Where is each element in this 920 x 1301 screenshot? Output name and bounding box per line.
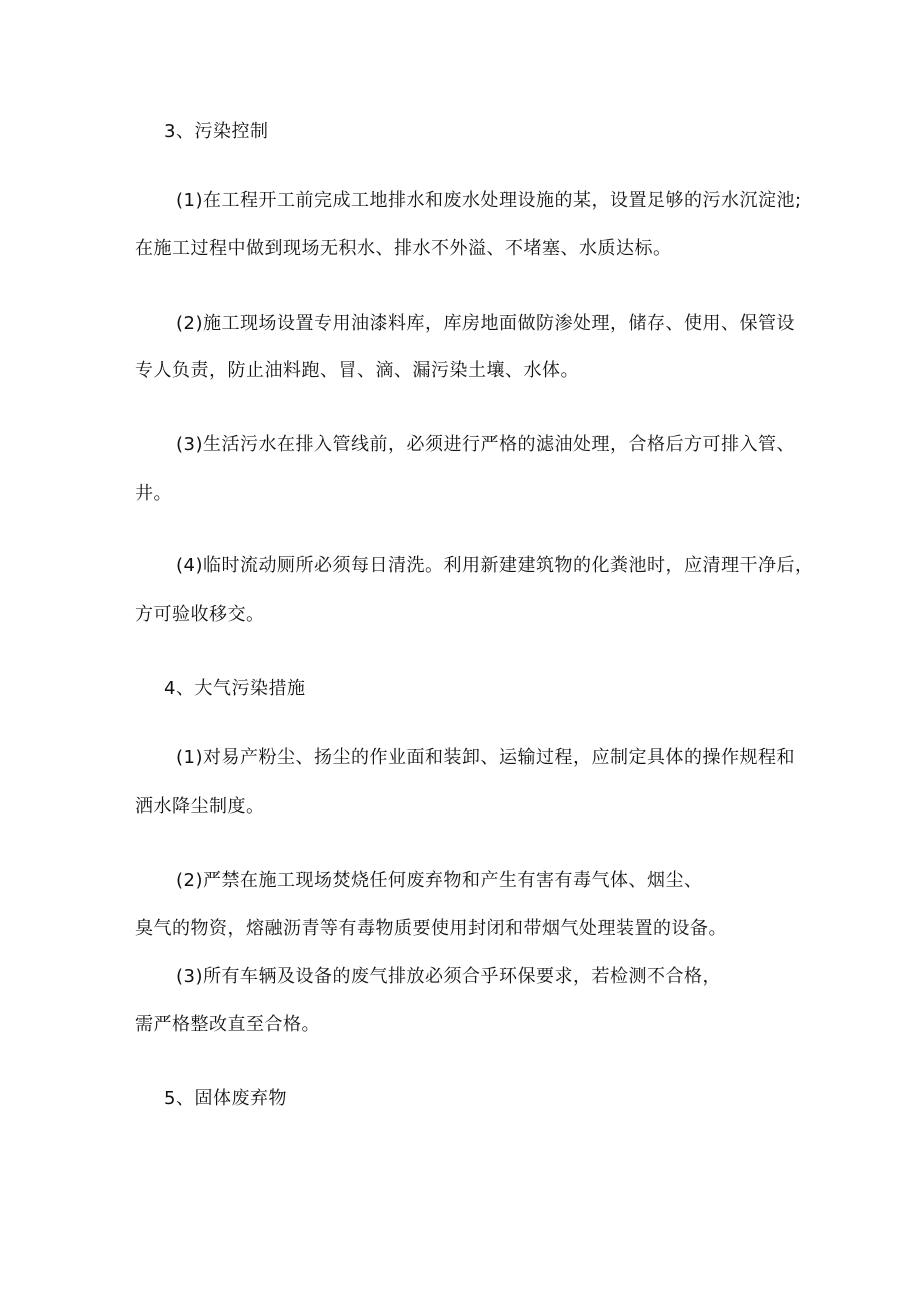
paragraph-line: (2)严禁在施工现场焚烧任何废弃物和产生有害有毒气体、烟尘、 xyxy=(176,870,703,891)
paragraph-line: (1)在工程开工前完成工地排水和废水处理设施的某，设置足够的污水沉淀池; xyxy=(176,190,802,211)
paragraph-line: (4)临时流动厕所必须每日清洗。利用新建建筑物的化粪池时，应清理干净后， xyxy=(176,555,814,576)
section-heading-pollution-control: 3、污染控制 xyxy=(164,121,269,142)
paragraph-line: (3)生活污水在排入管线前，必须进行严格的滤油处理，合格后方可排入管、 xyxy=(176,434,795,455)
paragraph-line: 需严格整改直至合格。 xyxy=(135,1014,320,1035)
paragraph-line: 专人负责，防止油料跑、冒、滴、漏污染土壤、水体。 xyxy=(135,360,579,381)
paragraph-line: 臭气的物资，熔融沥青等有毒物质要使用封闭和带烟气处理装置的设备。 xyxy=(135,918,727,939)
paragraph-line: 洒水降尘制度。 xyxy=(135,796,265,817)
section-heading-solid-waste: 5、固体废弃物 xyxy=(164,1088,287,1109)
paragraph-line: (3)所有车辆及设备的废气排放必须合乎环保要求，若检测不合格， xyxy=(176,966,721,987)
paragraph-line: (1)对易产粉尘、扬尘的作业面和装卸、运输过程，应制定具体的操作规程和 xyxy=(176,747,795,768)
paragraph-line: 井。 xyxy=(135,483,172,504)
paragraph-line: 方可验收移交。 xyxy=(135,604,265,625)
section-heading-air-pollution: 4、大气污染措施 xyxy=(164,678,306,699)
paragraph-line: 在施工过程中做到现场无积水、排水不外溢、不堵塞、水质达标。 xyxy=(135,238,672,259)
paragraph-line: (2)施工现场设置专用油漆料库，库房地面做防渗处理，储存、使用、保管设 xyxy=(176,313,795,334)
